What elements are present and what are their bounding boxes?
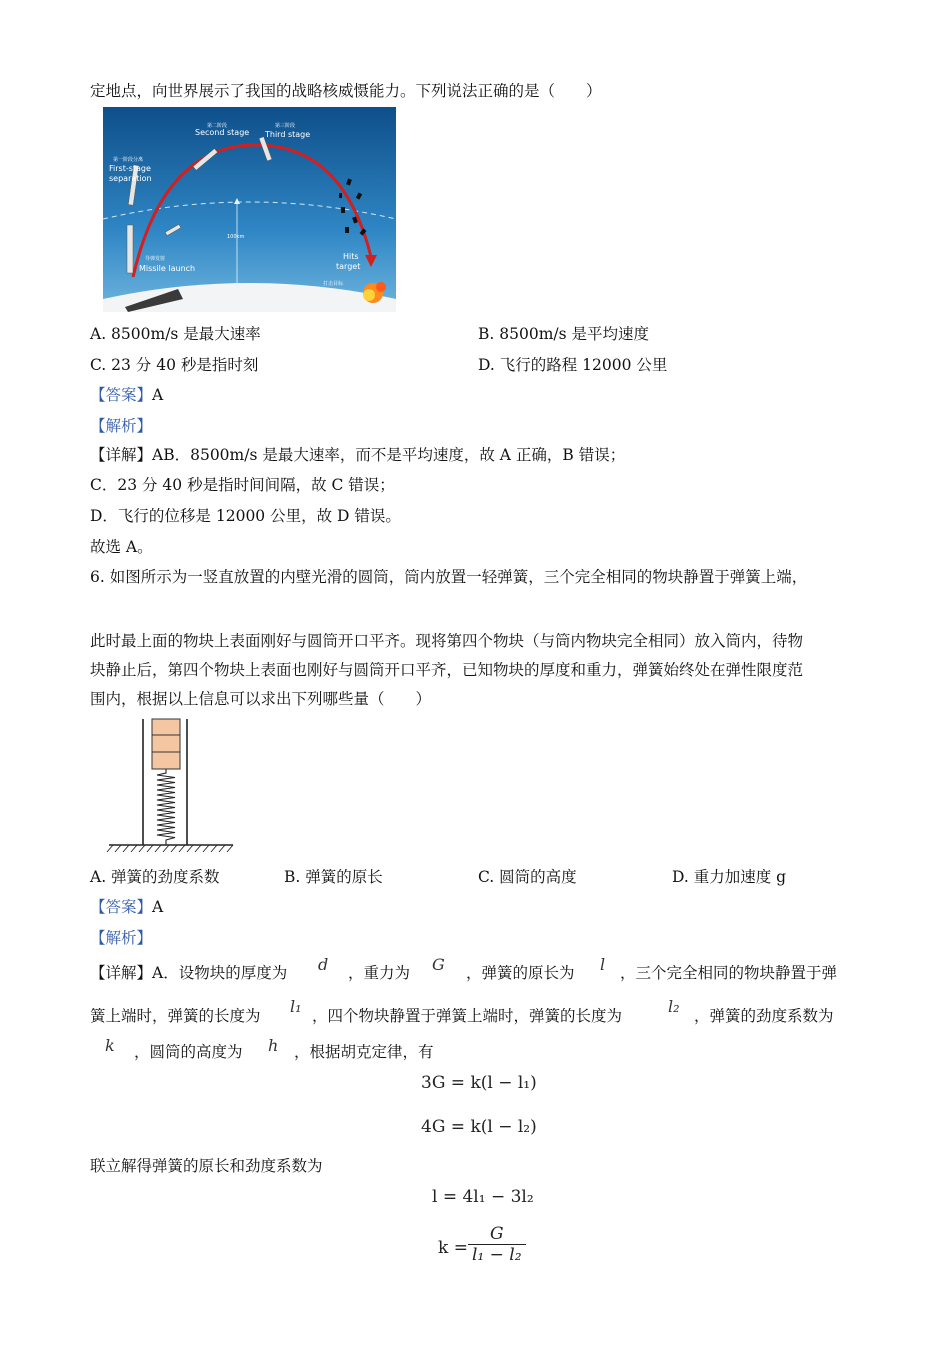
q6-option-d: D. 重力加速度 g — [672, 868, 787, 886]
symbol-l2: l₂ — [668, 997, 680, 1016]
q6-detail-3b: ，圆筒的高度为 — [134, 1043, 243, 1061]
equation-3: l = 4l₁ − 3l₂ — [432, 1187, 534, 1207]
q6-option-b: B. 弹簧的原长 — [284, 868, 383, 886]
label-launch: Missile launch — [139, 264, 196, 273]
symbol-l: l — [600, 955, 606, 974]
label-first-sep-2: separation — [109, 174, 152, 183]
fraction-denominator: l₁ − l₂ — [472, 1245, 522, 1265]
missile-trajectory-figure — [103, 107, 396, 312]
missile-launch-icon — [127, 225, 133, 273]
q6-stem-3: 块静止后，第四个物块上表面也刚好与圆筒开口平齐，已知物块的厚度和重力，弹簧始终处在弹性限度范 — [90, 661, 804, 679]
block-2 — [152, 735, 180, 752]
q6-stem-1: 6. 如图所示为一竖直放置的内壁光滑的圆筒，筒内放置一轻弹簧，三个完全相同的物块静置于弹簧上端， — [90, 568, 808, 586]
label-hits-cn: 打击目标 — [323, 281, 344, 287]
q6-answer — [90, 896, 163, 918]
q6-detail-2c: ，弹簧的劲度系数为 — [694, 1007, 834, 1025]
symbol-k: k — [105, 1036, 115, 1055]
q6-detail-1d: ，三个完全相同的物块静置于弹 — [620, 964, 838, 982]
answer-value: A — [152, 898, 164, 916]
label-altitude: 100km — [227, 234, 245, 240]
label-third-stage: Third stage — [265, 130, 311, 139]
q6-option-a: A. 弹簧的劲度系数 — [90, 868, 220, 886]
q5-option-d: D. 飞行的路程 12000 公里 — [478, 356, 668, 374]
block-1 — [152, 719, 180, 735]
symbol-h: h — [268, 1036, 279, 1055]
q5-option-c: C. 23 分 40 秒是指时刻 — [90, 356, 259, 374]
fraction-numerator: G — [468, 1224, 526, 1245]
label-second-stage: Second stage — [195, 128, 250, 137]
equation-1: 3G = k(l − l₁) — [421, 1073, 537, 1093]
q6-detail-1b: ，重力为 — [348, 964, 411, 982]
label-launch-cn: 导弹发射 — [145, 256, 166, 262]
sky-background — [103, 107, 396, 312]
equation-4-lhs: k = — [438, 1238, 468, 1258]
q5-conclusion: 故选 A。 — [90, 538, 153, 556]
q5-detail-2: C．23 分 40 秒是指时间间隔，故 C 错误； — [90, 476, 395, 494]
q5-answer — [90, 384, 163, 406]
equation-4-fraction — [468, 1224, 526, 1265]
answer-value: A — [152, 386, 164, 404]
label-first-sep-1: First-stage — [109, 164, 151, 173]
ground-hatching — [107, 845, 233, 852]
block-3 — [152, 752, 180, 769]
q5-option-b: B. 8500m/s 是平均速度 — [478, 325, 649, 343]
q5-option-a: A. 8500m/s 是最大速率 — [90, 325, 261, 343]
spring-cylinder-figure — [103, 717, 238, 857]
detail-tag: 【详解】 — [90, 964, 153, 982]
answer-tag: 【答案】 — [90, 898, 153, 916]
equation-2: 4G = k(l − l₂) — [421, 1117, 537, 1137]
symbol-G: G — [432, 955, 445, 974]
q6-detail-2a: 簧上端时，弹簧的长度为 — [90, 1007, 261, 1025]
q6-detail-2b: ，四个物块静置于弹簧上端时，弹簧的长度为 — [312, 1007, 623, 1025]
label-hits-1: Hits — [343, 252, 359, 261]
q5-detail-3: D．飞行的位移是 12000 公里，故 D 错误。 — [90, 507, 401, 525]
q6-option-c: C. 圆筒的高度 — [478, 868, 577, 886]
q6-stem-2: 此时最上面的物块上表面刚好与圆筒开口平齐。现将第四个物块（与筒内物块完全相同）放入筒内，待物 — [90, 632, 804, 650]
label-first-sep-cn: 第一阶段分离 — [113, 157, 144, 163]
q6-detail-3c: ，根据胡克定律，有 — [294, 1043, 434, 1061]
q5-detail-1: 【详解】AB．8500m/s 是最大速率，而不是平均速度，故 A 正确，B 错误； — [90, 446, 626, 464]
symbol-l1: l₁ — [290, 997, 302, 1016]
q6-stem-4: 围内，根据以上信息可以求出下列哪些量（ ） — [90, 690, 432, 708]
q6-analysis-tag: 【解析】 — [90, 929, 153, 947]
block-stack — [152, 719, 180, 769]
q6-detail-1a: 【详解】A．设物块的厚度为 — [90, 964, 288, 982]
symbol-d: d — [318, 955, 329, 974]
q5-stem-tail: 定地点，向世界展示了我国的战略核威慑能力。下列说法正确的是（ ） — [90, 82, 602, 100]
label-hits-2: target — [336, 262, 361, 271]
label-second-stage-cn: 第二阶段 — [207, 123, 228, 129]
spring-coil — [157, 769, 175, 845]
q6-detail-1c: ，弹簧的原长为 — [466, 964, 575, 982]
q6-solve-text: 联立解得弹簧的原长和劲度系数为 — [90, 1157, 323, 1175]
q5-analysis-tag: 【解析】 — [90, 417, 153, 435]
detail-tag: 【详解】 — [90, 446, 153, 464]
label-third-stage-cn: 第三阶段 — [275, 123, 296, 129]
answer-tag: 【答案】 — [90, 386, 153, 404]
